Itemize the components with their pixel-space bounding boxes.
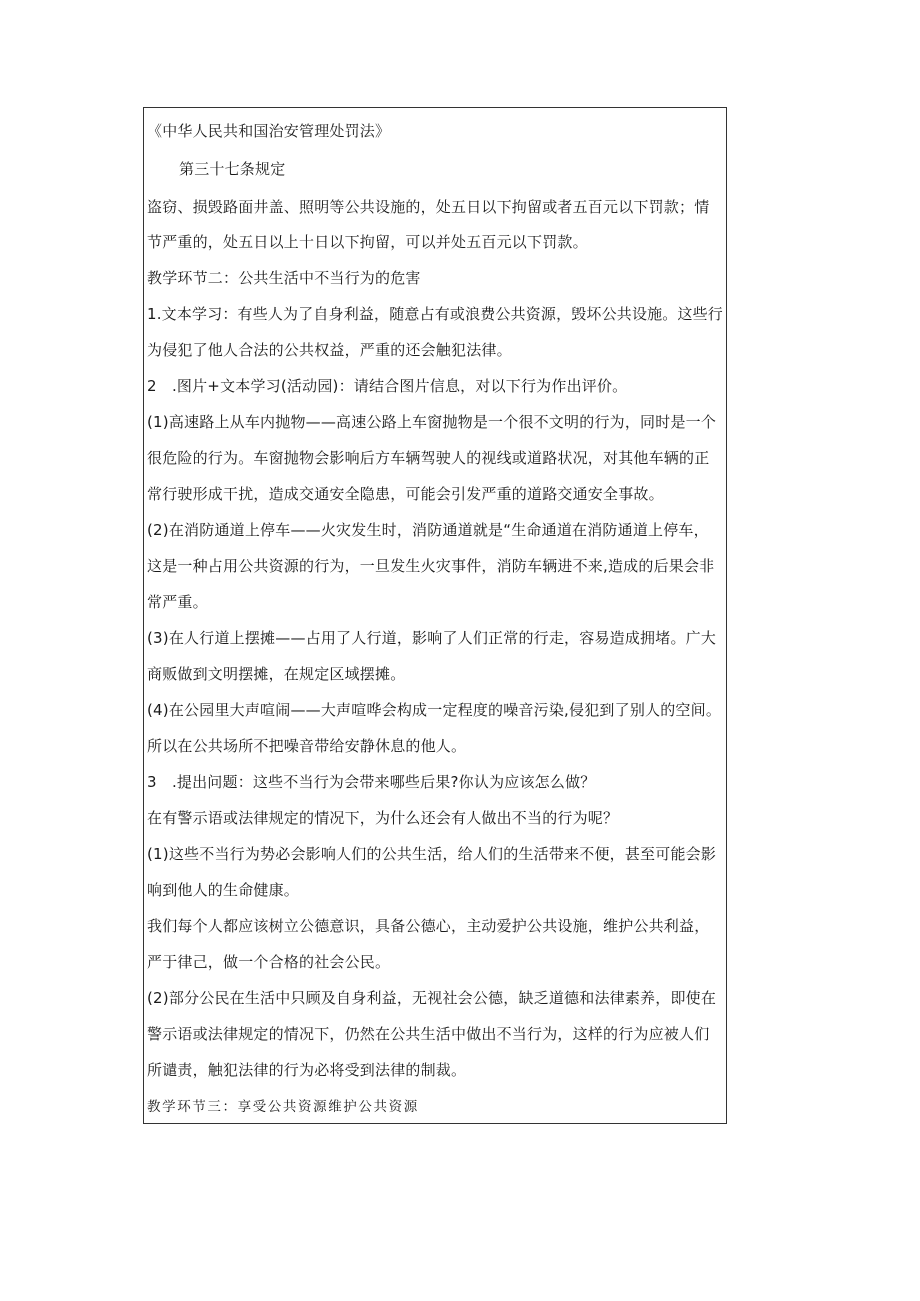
paragraph-line: 3 .提出问题：这些不当行为会带来哪些后果?你认为应该怎么做？ — [147, 773, 596, 791]
article-text-line: 盗窃、损毁路面井盖、照明等公共设施的，处五日以下拘留或者五百元以下罚款；情 — [147, 198, 710, 216]
paragraph-line: 所以在公共场所不把噪音带给安静休息的他人。 — [147, 737, 467, 755]
paragraph-line: 商贩做到文明摆摊，在规定区域摆摊。 — [147, 665, 406, 683]
paragraph-line: (2)部分公民在生活中只顾及自身利益，无视社会公德，缺乏道德和法律素养，即使在 — [147, 989, 717, 1007]
paragraph-line: 警示语或法律规定的情况下，仍然在公共生活中做出不当行为，这样的行为应被人们 — [147, 1025, 710, 1043]
paragraph-line: 2 .图片+文本学习(活动园)：请结合图片信息，对以下行为作出评价。 — [147, 377, 628, 395]
paragraph-line: (1)高速路上从车内抛物——高速公路上车窗抛物是一个很不文明的行为，同时是一个 — [147, 413, 717, 431]
paragraph-line: (3)在人行道上摆摊——占用了人行道，影响了人们正常的行走，容易造成拥堵。广大 — [147, 629, 717, 647]
paragraph-line: 这是一种占用公共资源的行为，一旦发生火灾事件，消防车辆进不来,造成的后果会非 — [147, 557, 715, 575]
article-heading: 第三十七条规定 — [179, 160, 286, 178]
paragraph-line: 我们每个人都应该树立公德意识，具备公德心，主动爱护公共设施，维护公共利益， — [147, 917, 710, 935]
paragraph-line: 为侵犯了他人合法的公共权益，严重的还会触犯法律。 — [147, 341, 512, 359]
paragraph-line: 常严重。 — [147, 593, 208, 611]
paragraph-line: (2)在消防通道上停车——火灾发生时，消防通道就是“生命通道在消防通道上停车， — [147, 521, 709, 539]
document-frame — [143, 107, 727, 1124]
paragraph-line: 1.文本学习：有些人为了自身利益，随意占有或浪费公共资源，毁坏公共设施。这些行 — [147, 305, 723, 323]
paragraph-line: (4)在公园里大声喧闹——大声喧哗会构成一定程度的噪音污染,侵犯到了别人的空间。 — [147, 701, 722, 719]
section-heading-three: 教学环节三：享受公共资源维护公共资源 — [147, 1099, 419, 1115]
law-title: 《中华人民共和国治安管理处罚法》 — [147, 122, 391, 140]
section-heading: 教学环节二：公共生活中不当行为的危害 — [147, 269, 421, 287]
article-text-line: 节严重的，处五日以上十日以下拘留，可以并处五百元以下罚款。 — [147, 233, 588, 251]
paragraph-line: 所谴责，触犯法律的行为必将受到法律的制裁。 — [147, 1061, 467, 1079]
paragraph-line: 严于律己，做一个合格的社会公民。 — [147, 953, 391, 971]
paragraph-line: 在有警示语或法律规定的情况下，为什么还会有人做出不当的行为呢？ — [147, 809, 619, 827]
paragraph-line: 响到他人的生命健康。 — [147, 881, 300, 899]
paragraph-line: (1)这些不当行为势必会影响人们的公共生活，给人们的生活带来不便，甚至可能会影 — [147, 845, 717, 863]
paragraph-line: 常行驶形成干扰，造成交通安全隐患，可能会引发严重的道路交通安全事故。 — [147, 485, 664, 503]
paragraph-line: 很危险的行为。车窗抛物会影响后方车辆驾驶人的视线或道路状况，对其他车辆的正 — [147, 449, 710, 467]
